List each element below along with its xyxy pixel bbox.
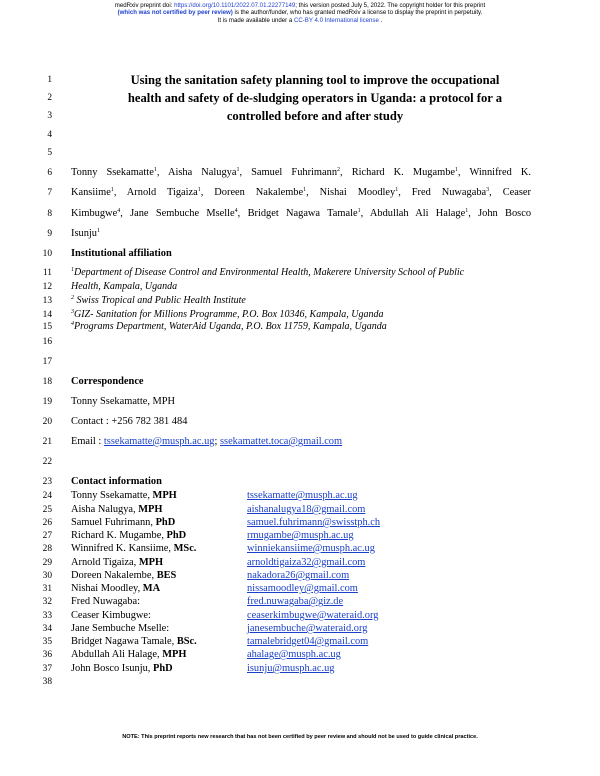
line-number: 17 [42,357,52,367]
line-number: 3 [47,111,52,121]
email-link-2[interactable]: ssekamattet.toca@gmail.com [219,436,343,447]
line-number: 38 [42,677,52,687]
affiliation-4: $^4$Programs Department, WaterAid Uganda, P.O. Box 11759, Kampala, Uganda [71,321,387,332]
line-number: 23 [42,477,52,487]
affiliation-3: $^3$GIZ- Sanitation for Millions Programme, P.O. Box 10346, Kampala, Uganda [71,309,384,320]
line-number: 13 [42,296,52,306]
title-line-3: controlled before and after study [226,109,404,123]
contact-name: Richard K. Mugambe, PhD [71,530,187,541]
doi-link[interactable]: https://doi.org/10.1101/2022.07.01.22277149 [174,2,296,9]
affiliation-1-cont: Health, Kampala, Uganda [71,281,178,292]
line-number: 15 [42,322,52,332]
line-number: 8 [47,209,52,219]
contact-name: Winnifred K. Kansiime, MSc. [71,543,197,554]
contact-email[interactable]: tamalebridget04@gmail.com [247,636,369,647]
line-number: 19 [42,397,52,407]
affiliation-heading: Institutional affiliation [71,248,172,259]
line-number: 5 [47,148,52,158]
line-number: 32 [42,597,52,607]
preprint-header [0,2,600,24]
contact-name: Abdullah Ali Halage, MPH [71,649,187,660]
line-number: 4 [47,130,52,140]
line-number: 9 [47,229,52,239]
line-number: 21 [42,437,52,447]
line-number: 30 [42,571,52,581]
header-line-1: medRxiv preprint doi: https://doi.org/10.1101/2022.07.01.22277149; this version posted July 5, 2022. The copyright holder for this preprint [114,2,486,9]
line-number: 18 [42,377,52,387]
author-line-2: Kansiime$^1$, Arnold Tigaiza$^1$, Doreen Nakalembe$^1$, Nishai Moodley$^1$, Fred Nuwagaba$^3$, Ceaser [71,187,531,198]
line-number: 33 [42,611,52,621]
contact-name: Jane Sembuche Mselle: [71,623,170,634]
line-number: 1 [47,75,52,85]
line-number: 27 [42,531,52,541]
line-number: 7 [47,188,52,198]
contact-email[interactable]: rmugambe@musph.ac.ug [247,530,354,541]
line-number: 35 [42,637,52,647]
contact-email[interactable]: isunju@musph.ac.ug [247,663,335,674]
correspondence-contact: Contact : +256 782 381 484 [71,416,188,427]
email-link-1[interactable]: tssekamatte@musph.ac.ug [103,436,215,447]
contact-name: Samuel Fuhrimann, PhD [71,517,176,528]
line-number: 20 [42,417,52,427]
title-line-2: health and safety of de-sludging operators in Uganda: a protocol for a [127,91,503,105]
title-line-1: Using the sanitation safety planning tool to improve the occupational [130,73,500,87]
line-number: 14 [42,310,52,320]
contact-email[interactable]: ceaserkimbugwe@wateraid.org [247,610,379,621]
contact-name: Arnold Tigaiza, MPH [71,557,164,568]
line-number: 2 [47,93,52,103]
contact-name: Aisha Nalugya, MPH [71,504,163,515]
contact-email[interactable]: winniekansiime@musph.ac.ug [247,543,375,554]
contact-name: Nishai Moodley, MA [71,583,161,594]
header-line-3: It is made available under a CC-BY 4.0 International license . [217,16,383,24]
contact-email[interactable]: nissamoodley@gmail.com [247,583,358,594]
line-number: 10 [42,249,52,259]
contact-name: Ceaser Kimbugwe: [71,610,151,621]
correspondence-email: Email : tssekamatte@musph.ac.ug; ssekamattet.toca@gmail.com [71,436,343,447]
author-line-1: Tonny Ssekamatte$^1$, Aisha Nalugya$^1$, Samuel Fuhrimann$^2$, Richard K. Mugambe$^1$, Winnifred K. [71,167,531,178]
contact-email[interactable]: ahalage@musph.ac.ug [247,649,341,660]
correspondence-heading: Correspondence [71,376,144,387]
line-number: 6 [47,168,52,178]
contact-email[interactable]: aishanalugya18@gmail.com [247,504,366,515]
contact-email[interactable]: fred.nuwagaba@giz.de [247,596,344,607]
contact-email[interactable]: samuel.fuhrimann@swisstph.ch [247,517,381,528]
preprint-footer-note: NOTE: This preprint reports new research that has not been certified by peer review and should not be used to guide clinical practice. [122,734,478,740]
paper-title [70,73,560,123]
contact-name: Tonny Ssekamatte, MPH [71,490,177,501]
line-number: 12 [42,282,52,292]
correspondence-name: Tonny Ssekamatte, MPH [71,396,176,407]
contact-email[interactable]: tssekamatte@musph.ac.ug [247,490,358,501]
line-number: 29 [42,558,52,568]
contact-name: John Bosco Isunju, PhD [71,663,173,674]
line-number: 37 [42,664,52,674]
contact-info-heading: Contact information [71,476,162,487]
line-number: 11 [42,268,52,278]
contact-name: Fred Nuwagaba: [71,596,140,607]
author-line-4: Isunju$^1$ [71,228,100,239]
affiliation-2: $^2$ Swiss Tropical and Public Health Institute [71,295,246,306]
license-link[interactable]: CC-BY 4.0 International license [293,16,379,24]
line-number: 36 [42,650,52,660]
line-number: 25 [42,505,52,515]
line-number: 28 [42,544,52,554]
affiliation-1: $^1$Department of Disease Control and Environmental Health, Makerere University School of Public [71,267,465,278]
contact-name: Bridget Nagawa Tamale, BSc. [71,636,197,647]
header-line-2: (which was not certified by peer review) is the author/funder, who has granted medRxiv a license to display the preprint in perpetuity. [117,9,483,17]
line-number: 31 [42,584,52,594]
line-number: 22 [42,457,52,467]
contact-email[interactable]: janesembuche@wateraid.org [247,623,368,634]
line-number: 34 [42,624,52,634]
line-number: 26 [42,518,52,528]
contact-email[interactable]: nakadora26@gmail.com [247,570,350,581]
contact-name: Doreen Nakalembe, BES [71,570,177,581]
line-number: 16 [42,337,52,347]
contact-email[interactable]: arnoldtigaiza32@gmail.com [247,557,366,568]
author-line-3: Kimbugwe$^4$, Jane Sembuche Mselle$^4$, Bridget Nagawa Tamale$^1$, Abdullah Ali Halage$^1$, John Bosco [71,208,532,219]
line-number: 24 [42,491,52,501]
